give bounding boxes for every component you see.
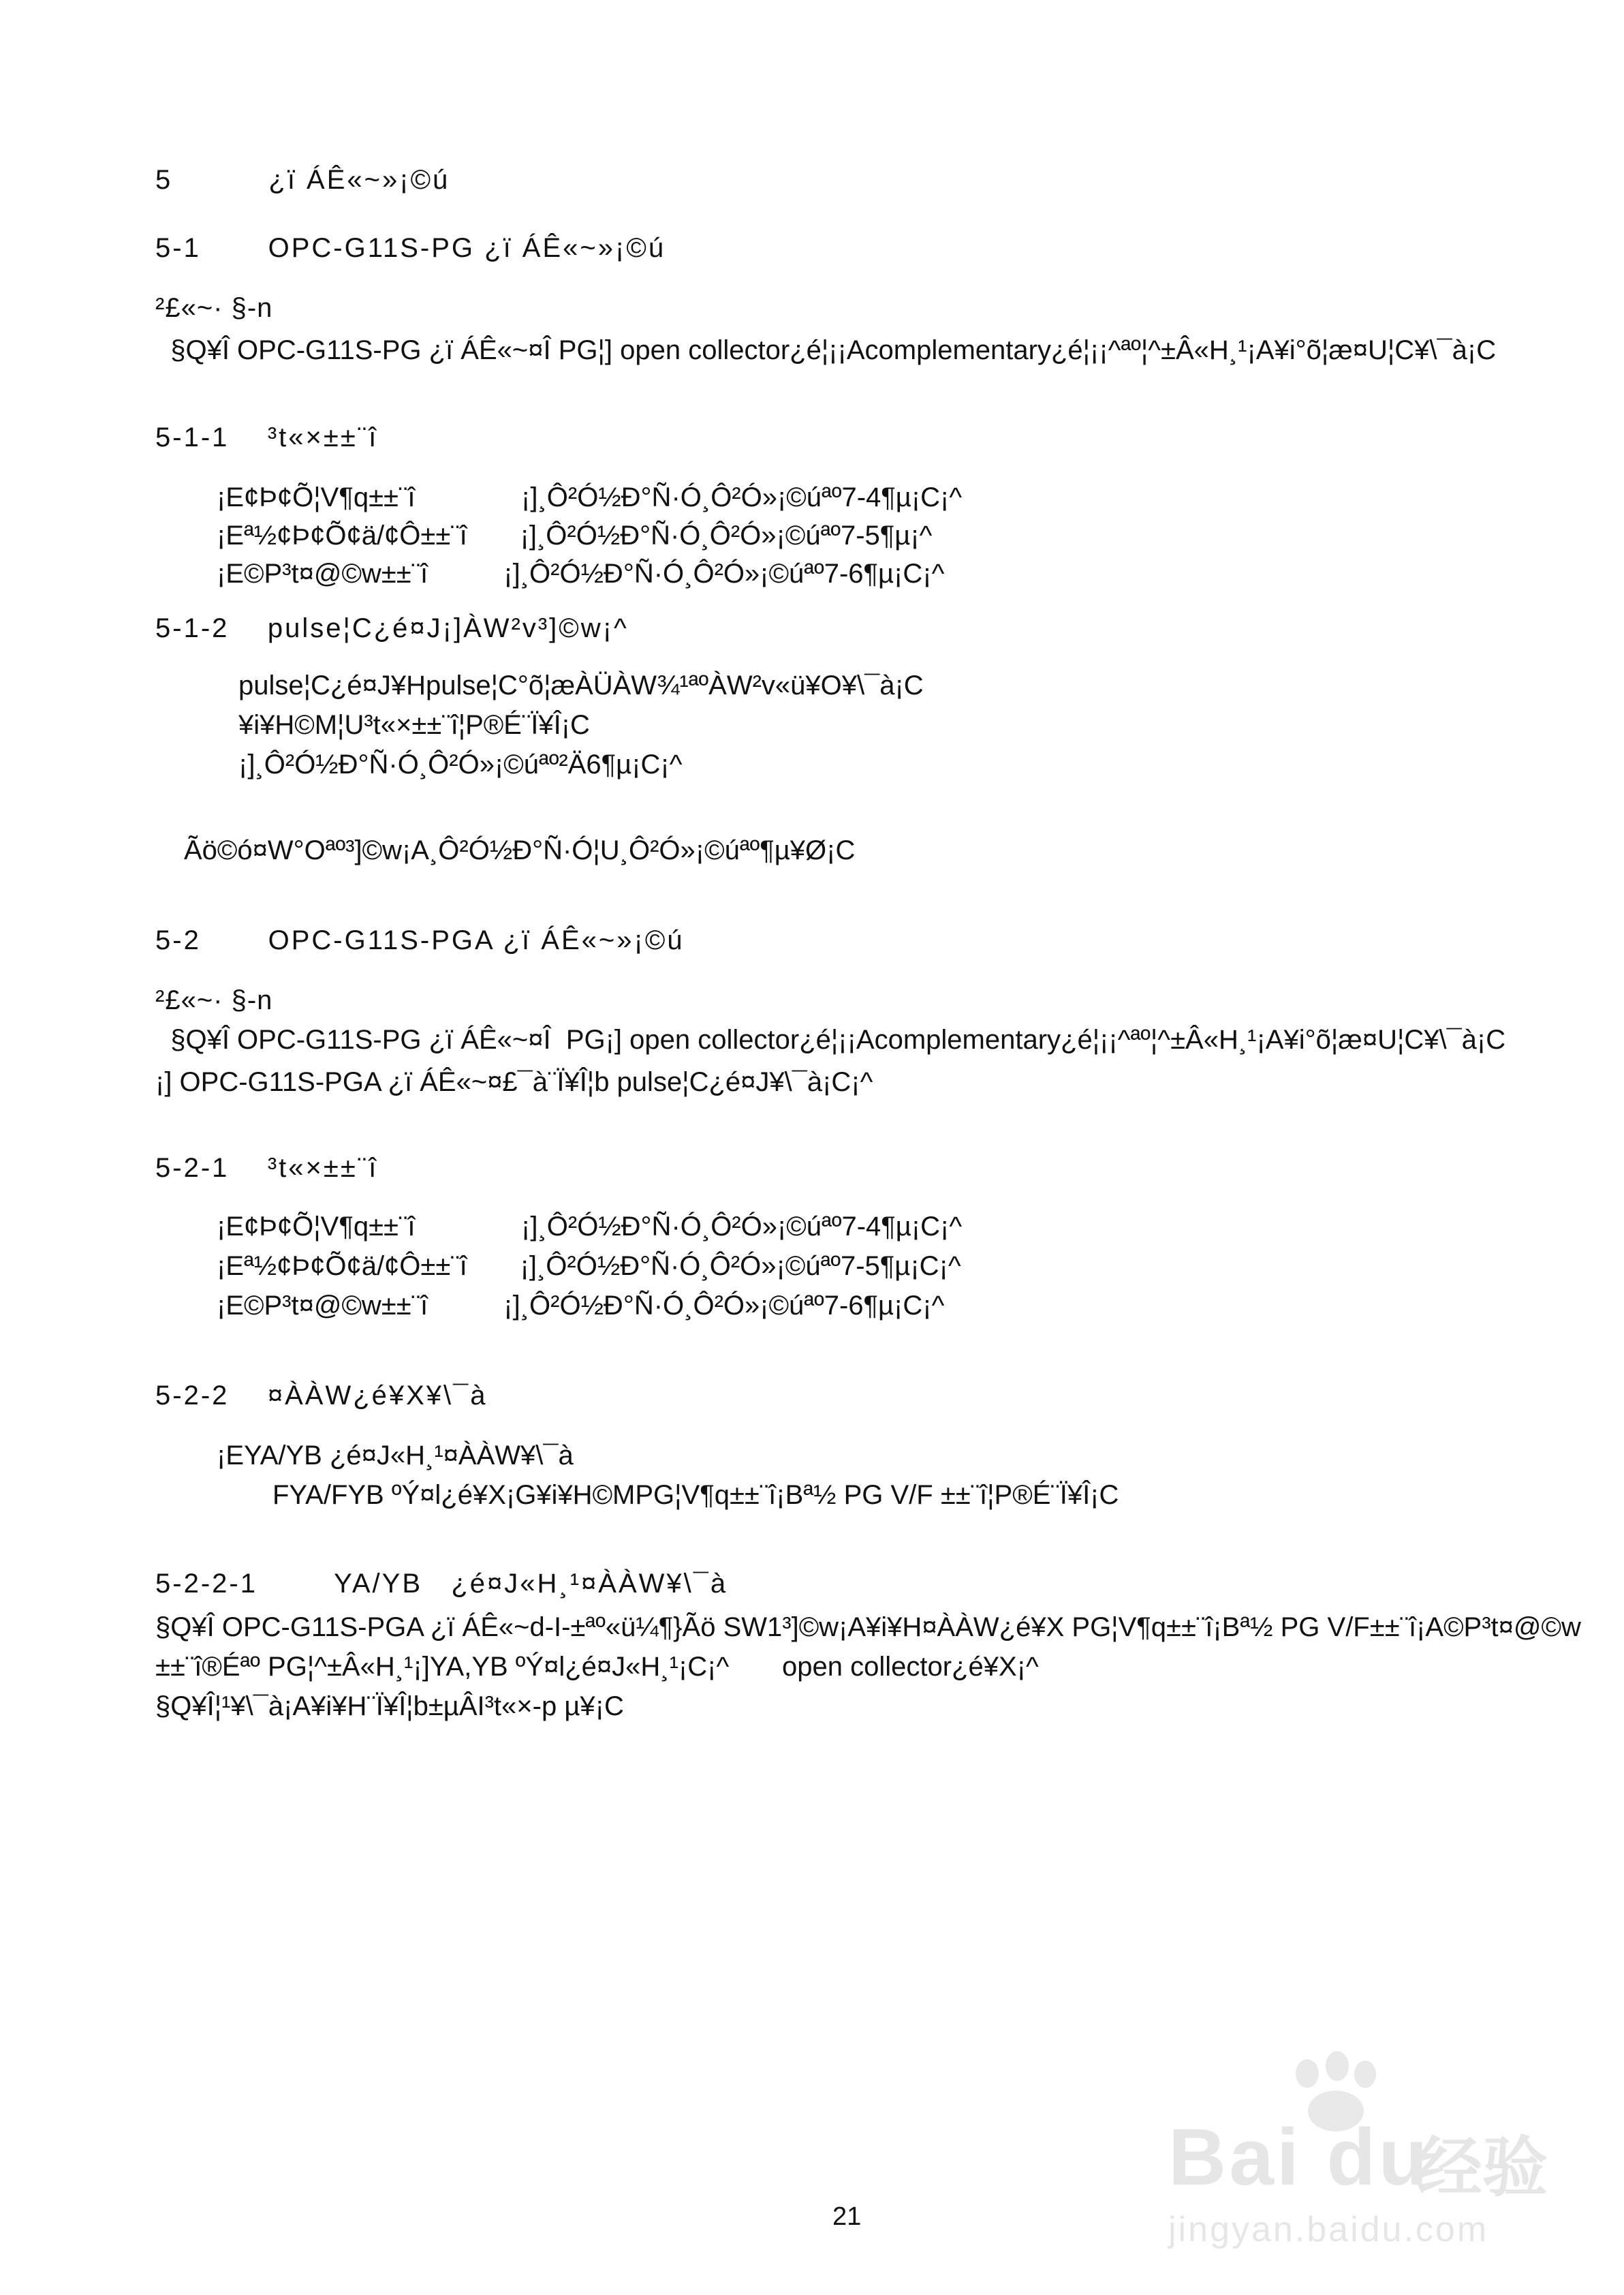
section-5-1-heading: 5-1 OPC-G11S-PG ¿ï ÁÊ«~»¡©ú [155, 233, 666, 263]
section-5-1-2-heading: 5-1-2 pulse¦C¿é¤J¡]ÀW²v³]©w¡^ [155, 613, 629, 643]
watermark-url: jingyan.baidu.com [1168, 2210, 1489, 2249]
paw-toe-3-icon [1354, 2061, 1376, 2088]
paw-toe-1-icon [1296, 2059, 1319, 2088]
list-item-sync-control-1: ¡E©P³t¤@©w±±¨î ¡]¸Ô²Ó½Ð°Ñ·Ó¸Ô²Ó»¡©úªº7-6¶µ¡C¡^ [217, 559, 945, 589]
product-overview-label-1: ²£«~· §-n [155, 293, 273, 323]
pulse-paragraph-line-1: pulse¦C¿é¤J¥Hpulse¦C°õ¦æÀÜÀW¾¹ªºÀW²v«ü¥O¥\¯à¡C [238, 671, 924, 700]
divider-paragraph-line-2: ±±¨î®Éªº PG¦^±Â«H¸¹¡]YA,YB ºÝ¤l¿é¤J«H¸¹¡C¡^ open collector¿é¥X¡^ [155, 1652, 1039, 1682]
list-item-vector-control-2: ¡E¢Þ¢Õ¦V¶q±±¨î ¡]¸Ô²Ó½Ð°Ñ·Ó¸Ô²Ó»¡©úªº7-4¶µ¡C¡^ [217, 1212, 963, 1242]
settings-note: Ãö©ó¤W°Oªº³]©w¡A¸Ô²Ó½Ð°Ñ·Ó¦U¸Ô²Ó»¡©úªº¶µ¥Ø¡C [184, 835, 856, 865]
page-number: 21 [832, 2202, 862, 2231]
section-5-2-1-heading: 5-2-1 ³t«×±±¨î [155, 1153, 379, 1183]
divider-paragraph-line-3: §Q¥Î¦¹¥\¯à¡A¥i¥H¨Ï¥Î¦b±µÂI³t«×-p µ¥¡C [155, 1691, 624, 1721]
pulse-paragraph-line-3: ¡]¸Ô²Ó½Ð°Ñ·Ó¸Ô²Ó»¡©úªº²Ä6¶µ¡C¡^ [238, 750, 683, 780]
pulse-paragraph-line-2: ¥i¥H©M¦U³t«×±±¨î¦P®É¨Ï¥Î¡C [238, 710, 590, 740]
watermark-brand-cn: 经验 [1417, 2131, 1548, 2204]
section-5-2-2-1-heading: 5-2-2-1 YA/YB ¿é¤J«H¸¹¤ÀÀW¥\¯à [155, 1569, 728, 1599]
watermark-brand: Bai du [1168, 2112, 1431, 2202]
section-5-2-2-heading: 5-2-2 ¤ÀÀW¿é¥X¥\¯à [155, 1381, 488, 1411]
divider-output-text: FYA/FYB ºÝ¤l¿é¥X¡G¥i¥H©MPG¦V¶q±±¨î¡Bª½ PG V/F ±±¨î¦P®É¨Ï¥Î¡C [272, 1480, 1119, 1510]
list-item-sync-control-2: ¡E©P³t¤@©w±±¨î ¡]¸Ô²Ó½Ð°Ñ·Ó¸Ô²Ó»¡©úªº7-6¶µ¡C¡^ [217, 1291, 945, 1321]
baidu-jingyan-watermark [1104, 2051, 1580, 2249]
overview-paragraph-2-note: ¡] OPC-G11S-PGA ¿ï ÁÊ«~¤£¯à¨Ï¥Î¦b pulse¦C¿é¤J¥\¯à¡C¡^ [155, 1067, 873, 1097]
list-item-vf-control-2: ¡Eª½¢Þ¢Õ¢ä/¢Ô±±¨î ¡]¸Ô²Ó½Ð°Ñ·Ó¸Ô²Ó»¡©úªº7-5¶µ¡C¡^ [217, 1251, 961, 1281]
section-5-2-heading: 5-2 OPC-G11S-PGA ¿ï ÁÊ«~»¡©ú [155, 925, 685, 955]
list-item-vf-control-1: ¡Eª½¢Þ¢Õ¢ä/¢Ô±±¨î ¡]¸Ô²Ó½Ð°Ñ·Ó¸Ô²Ó»¡©úªº7-5¶µ¡^ [217, 521, 933, 551]
section-5-heading: 5 ¿ï ÁÊ«~»¡©ú [155, 165, 450, 195]
list-item-vector-control-1: ¡E¢Þ¢Õ¦V¶q±±¨î ¡]¸Ô²Ó½Ð°Ñ·Ó¸Ô²Ó»¡©úªº7-4¶µ¡C¡^ [217, 482, 963, 512]
overview-paragraph-2: §Q¥Î OPC-G11S-PG ¿ï ÁÊ«~¤Î PG¡] open collector¿é¦¡¡Acomplementary¿é¦¡¡^ªº¦^±Â«H¸¹¡A¥i°õ¦æ¤U¦C¥\¯à¡C [155, 1025, 1506, 1055]
paw-toe-2-icon [1326, 2051, 1349, 2081]
divider-paragraph-line-1: §Q¥Î OPC-G11S-PGA ¿ï ÁÊ«~d-I-±ªº«ü¼¶}Ãö SW1³]©w¡A¥i¥H¤ÀÀW¿é¥X PG¦V¶q±±¨î¡Bª½ PG V/F±±¨î¡A©P³t¤@©w [155, 1612, 1581, 1642]
product-overview-label-2: ²£«~· §-n [155, 985, 273, 1015]
overview-paragraph-1: §Q¥Î OPC-G11S-PG ¿ï ÁÊ«~¤Î PG¦] open collector¿é¦¡¡Acomplementary¿é¦¡¡^ªº¦^±Â«H¸¹¡A¥i°õ¦æ¤U¦C¥\¯à¡C [155, 335, 1497, 365]
divider-input-item: ¡EYA/YB ¿é¤J«H¸¹¤ÀÀW¥\¯à [217, 1441, 574, 1470]
section-5-1-1-heading: 5-1-1 ³t«×±±¨î [155, 422, 379, 452]
